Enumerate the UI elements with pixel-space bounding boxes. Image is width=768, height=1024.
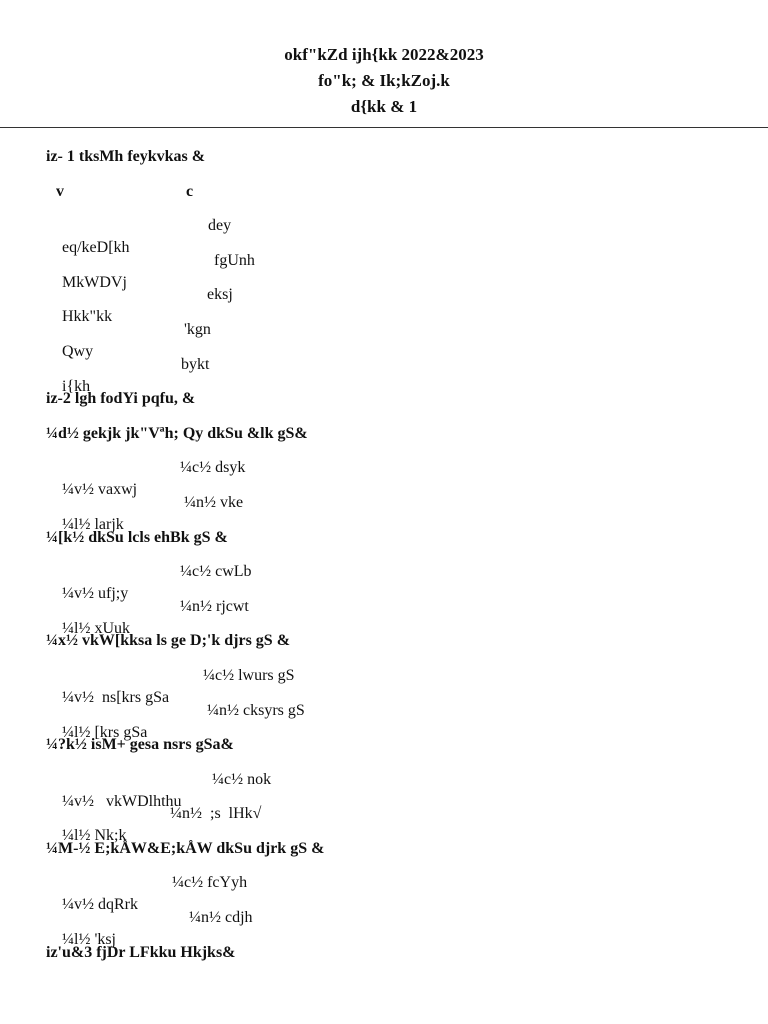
mcq-question: ¼[k½ dkSu lcls ehBk gS & bbox=[46, 528, 228, 546]
option-c: ¼c½ fcYyh bbox=[172, 874, 248, 892]
q3-title: iz'u&3 fjDr LFkku Hkjks& bbox=[46, 943, 236, 961]
subject-title: fo"k; & Ik;kZoj.k bbox=[318, 71, 450, 90]
option-b: ¼l½ 'ksj bbox=[62, 931, 116, 949]
option-a: ¼v½ vaxwj bbox=[62, 481, 138, 499]
mcq-options-row bbox=[46, 492, 736, 533]
q2-title: iz-2 lgh fodYi pqfu, & bbox=[46, 390, 196, 408]
option-c: ¼c½ dsyk bbox=[180, 459, 246, 477]
q1-pair-row bbox=[46, 354, 736, 395]
option-d: ¼n½ vke bbox=[184, 493, 244, 511]
mcq-options-row bbox=[46, 665, 736, 706]
mcq-options-row bbox=[46, 907, 736, 949]
mcq-question: ¼x½ vkW[kksa ls ge D;'k djrs gS & bbox=[46, 632, 291, 650]
q1-left-item: Hkk"kk bbox=[62, 308, 113, 326]
option-a: ¼v½ ns[krs gSa bbox=[62, 688, 170, 706]
mcq-question: ¼M-½ E;kÅW&E;kÅW dkSu djrk gS & bbox=[46, 839, 325, 857]
mcq-options-row bbox=[46, 596, 736, 637]
mcq-options-row bbox=[46, 803, 736, 845]
q1-pair-row bbox=[46, 250, 736, 291]
q1-column-headers bbox=[46, 181, 736, 216]
q1-title: iz- 1 tksMh feykvkas & bbox=[46, 148, 206, 165]
mcq-options-row bbox=[46, 872, 736, 914]
page-header bbox=[0, 42, 768, 120]
column-a-header: v bbox=[56, 182, 64, 200]
option-b: ¼l½ xUuk bbox=[62, 619, 130, 637]
option-a: ¼v½ ufj;y bbox=[62, 585, 129, 603]
q1-pair-row bbox=[46, 215, 736, 257]
mcq-options-row bbox=[46, 457, 736, 499]
q1-right-item: bykt bbox=[181, 355, 210, 373]
option-d: ¼n½ rjcwt bbox=[180, 597, 249, 615]
option-a: ¼v½ dqRrk bbox=[62, 896, 138, 914]
option-d: ¼n½ ;s lHk√ bbox=[170, 805, 262, 823]
q1-left-item: i{kh bbox=[62, 377, 91, 395]
mcq-question: ¼?k½ isM+ gesa nsrs gSa& bbox=[46, 736, 234, 754]
q1-left-item: Qwy bbox=[62, 342, 94, 360]
option-c: ¼c½ lwurs gS bbox=[203, 666, 295, 684]
mcq-question: ¼d½ gekjk jk"Vªh; Qy dkSu &lk gS& bbox=[46, 424, 308, 442]
column-c-header: c bbox=[186, 182, 194, 200]
q1-pair-row bbox=[46, 319, 736, 360]
q1-pair-row bbox=[46, 284, 736, 326]
q1-right-item: eksj bbox=[207, 286, 233, 304]
option-b: ¼l½ [krs gSa bbox=[62, 723, 148, 741]
class-title: d{kk & 1 bbox=[350, 97, 418, 116]
option-a: ¼v½ vkWDlhthu bbox=[62, 792, 182, 810]
mcq-options-row bbox=[46, 700, 736, 741]
q1-right-item: fgUnh bbox=[214, 251, 255, 269]
option-d: ¼n½ cdjh bbox=[189, 909, 253, 927]
option-b: ¼l½ Nk;k bbox=[62, 827, 127, 845]
option-b: ¼l½ larjk bbox=[62, 515, 124, 533]
q1-right-item: 'kgn bbox=[184, 320, 211, 338]
exam-title: okf"kZd ijh{kk 2022&2023 bbox=[284, 45, 484, 64]
question-paper-body bbox=[46, 146, 736, 976]
option-c: ¼c½ cwLb bbox=[180, 563, 252, 581]
option-c: ¼c½ nok bbox=[212, 770, 272, 788]
mcq-options-row bbox=[46, 561, 736, 603]
q1-left-item: eq/keD[kh bbox=[62, 239, 130, 257]
option-d: ¼n½ cksyrs gS bbox=[207, 701, 305, 719]
q1-left-item: MkWDVj bbox=[62, 273, 127, 291]
mcq-options-row bbox=[46, 769, 736, 810]
header-divider bbox=[0, 127, 768, 128]
q1-right-item: dey bbox=[208, 217, 232, 235]
